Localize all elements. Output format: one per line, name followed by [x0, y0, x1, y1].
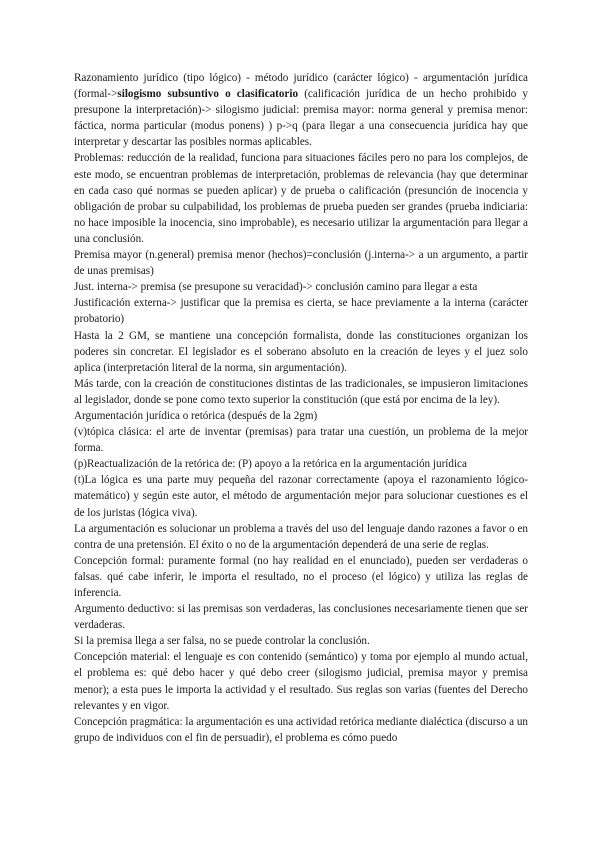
paragraph: Si la premisa llega a ser falsa, no se puede controlar la conclusión. [74, 635, 370, 648]
paragraph: La argumentación es solucionar un problema a través del uso del lenguaje dando razones a favor o en contra de una pretensión. El éxito o no de la argumentación dependerá de una serie de reglas. [74, 522, 528, 551]
paragraph: Concepción formal: puramente formal (no hay realidad en el enunciado), pueden ser verdaderas o falsas. qué cabe inferir, le importa el resultado, no el proceso (el lógico) y utiliza las reglas de inferencia. [74, 554, 528, 599]
paragraph: (t)La lógica es una parte muy pequeña del razonar correctamente (apoya el razonamiento lógico-matemático) y según este autor, el método de argumentación mejor para solucionar cuestiones es el de los juristas (lógica viva). [74, 474, 528, 519]
document-page [74, 70, 528, 746]
paragraph: Más tarde, con la creación de constituciones distintas de las tradicionales, se impusieron limitaciones al legislador, donde se pone como texto superior la constitución (que está por encima de la ley). [74, 377, 528, 406]
paragraph: Problemas: reducción de la realidad, funciona para situaciones fáciles pero no para los complejos, de este modo, se encuentran problemas de interpretación, problemas de relevancia (hay que determinar en cada caso qué normas se pueden aplicar) y de prueba o calificación (presunción de inocencia y obligación de probar su culpabilidad, los problemas de prueba pueden ser grandes (prueba indiciaria: no hace imposible la inocencia, sino improbable), es necesario utilizar la argumentación para llegar a una conclusión. [74, 152, 528, 245]
paragraph-text: (calificación jurídica de un hecho prohibido y presupone la interpretación)-> silogismo judicial: premisa mayor: norma general y premisa menor: fáctica, norma particular (modus ponens) ) p->q (para llegar a una consecuencia jurídica hay que interpretar y descartar las posibles normas aplicables. [74, 88, 529, 149]
paragraph: Hasta la 2 GM, se mantiene una concepción formalista, donde las constituciones organizan los poderes sin concretar. El legislador es el soberano absoluto en la creación de leyes y el juez solo aplica (interpretación literal de la norma, sin argumentación). [74, 329, 528, 374]
paragraph: Argumentación jurídica o retórica (después de la 2gm) [74, 409, 318, 422]
paragraph [74, 70, 528, 150]
paragraph-text: Razonamiento jurídico (tipo lógico) - método jurídico (carácter lógico) - argumentación jurídica (formal-> [74, 72, 528, 101]
paragraph: Justificación externa-> justificar que la premisa es cierta, se hace previamente a la interna (carácter probatorio) [74, 297, 528, 326]
paragraph: (v)tópica clásica: el arte de inventar (premisas) para tratar una cuestión, un problema de la mejor forma. [74, 426, 528, 455]
paragraph: Concepción material: el lenguaje es con contenido (semántico) y toma por ejemplo al mundo actual, el problema es: qué debo hacer y qué debo creer (silogismo judicial, premisa mayor y premisa menor); a esta pues le importa la actividad y el resultado. Sus reglas son varias (fuentes del Derecho relevantes y en vigor. [74, 651, 528, 712]
paragraph: Concepción pragmática: la argumentación es una actividad retórica mediante dialéctica (discurso a un grupo de individuos con el fin de persuadir), el problema es cómo puedo [74, 715, 528, 744]
paragraph: Just. interna-> premisa (se presupone su veracidad)-> conclusión camino para llegar a esta [74, 281, 478, 294]
bold-term: silogismo subsuntivo o clasificatorio [117, 88, 299, 101]
paragraph: Argumento deductivo: si las premisas son verdaderas, las conclusiones necesariamente tienen que ser verdaderas. [74, 603, 528, 632]
paragraph: Premisa mayor (n.general) premisa menor (hechos)=conclusión (j.interna-> a un argumento, a partir de unas premisas) [74, 249, 528, 278]
paragraph: (p)Reactualización de la retórica de: (P) apoyo a la retórica en la argumentación jurídica [74, 458, 467, 471]
